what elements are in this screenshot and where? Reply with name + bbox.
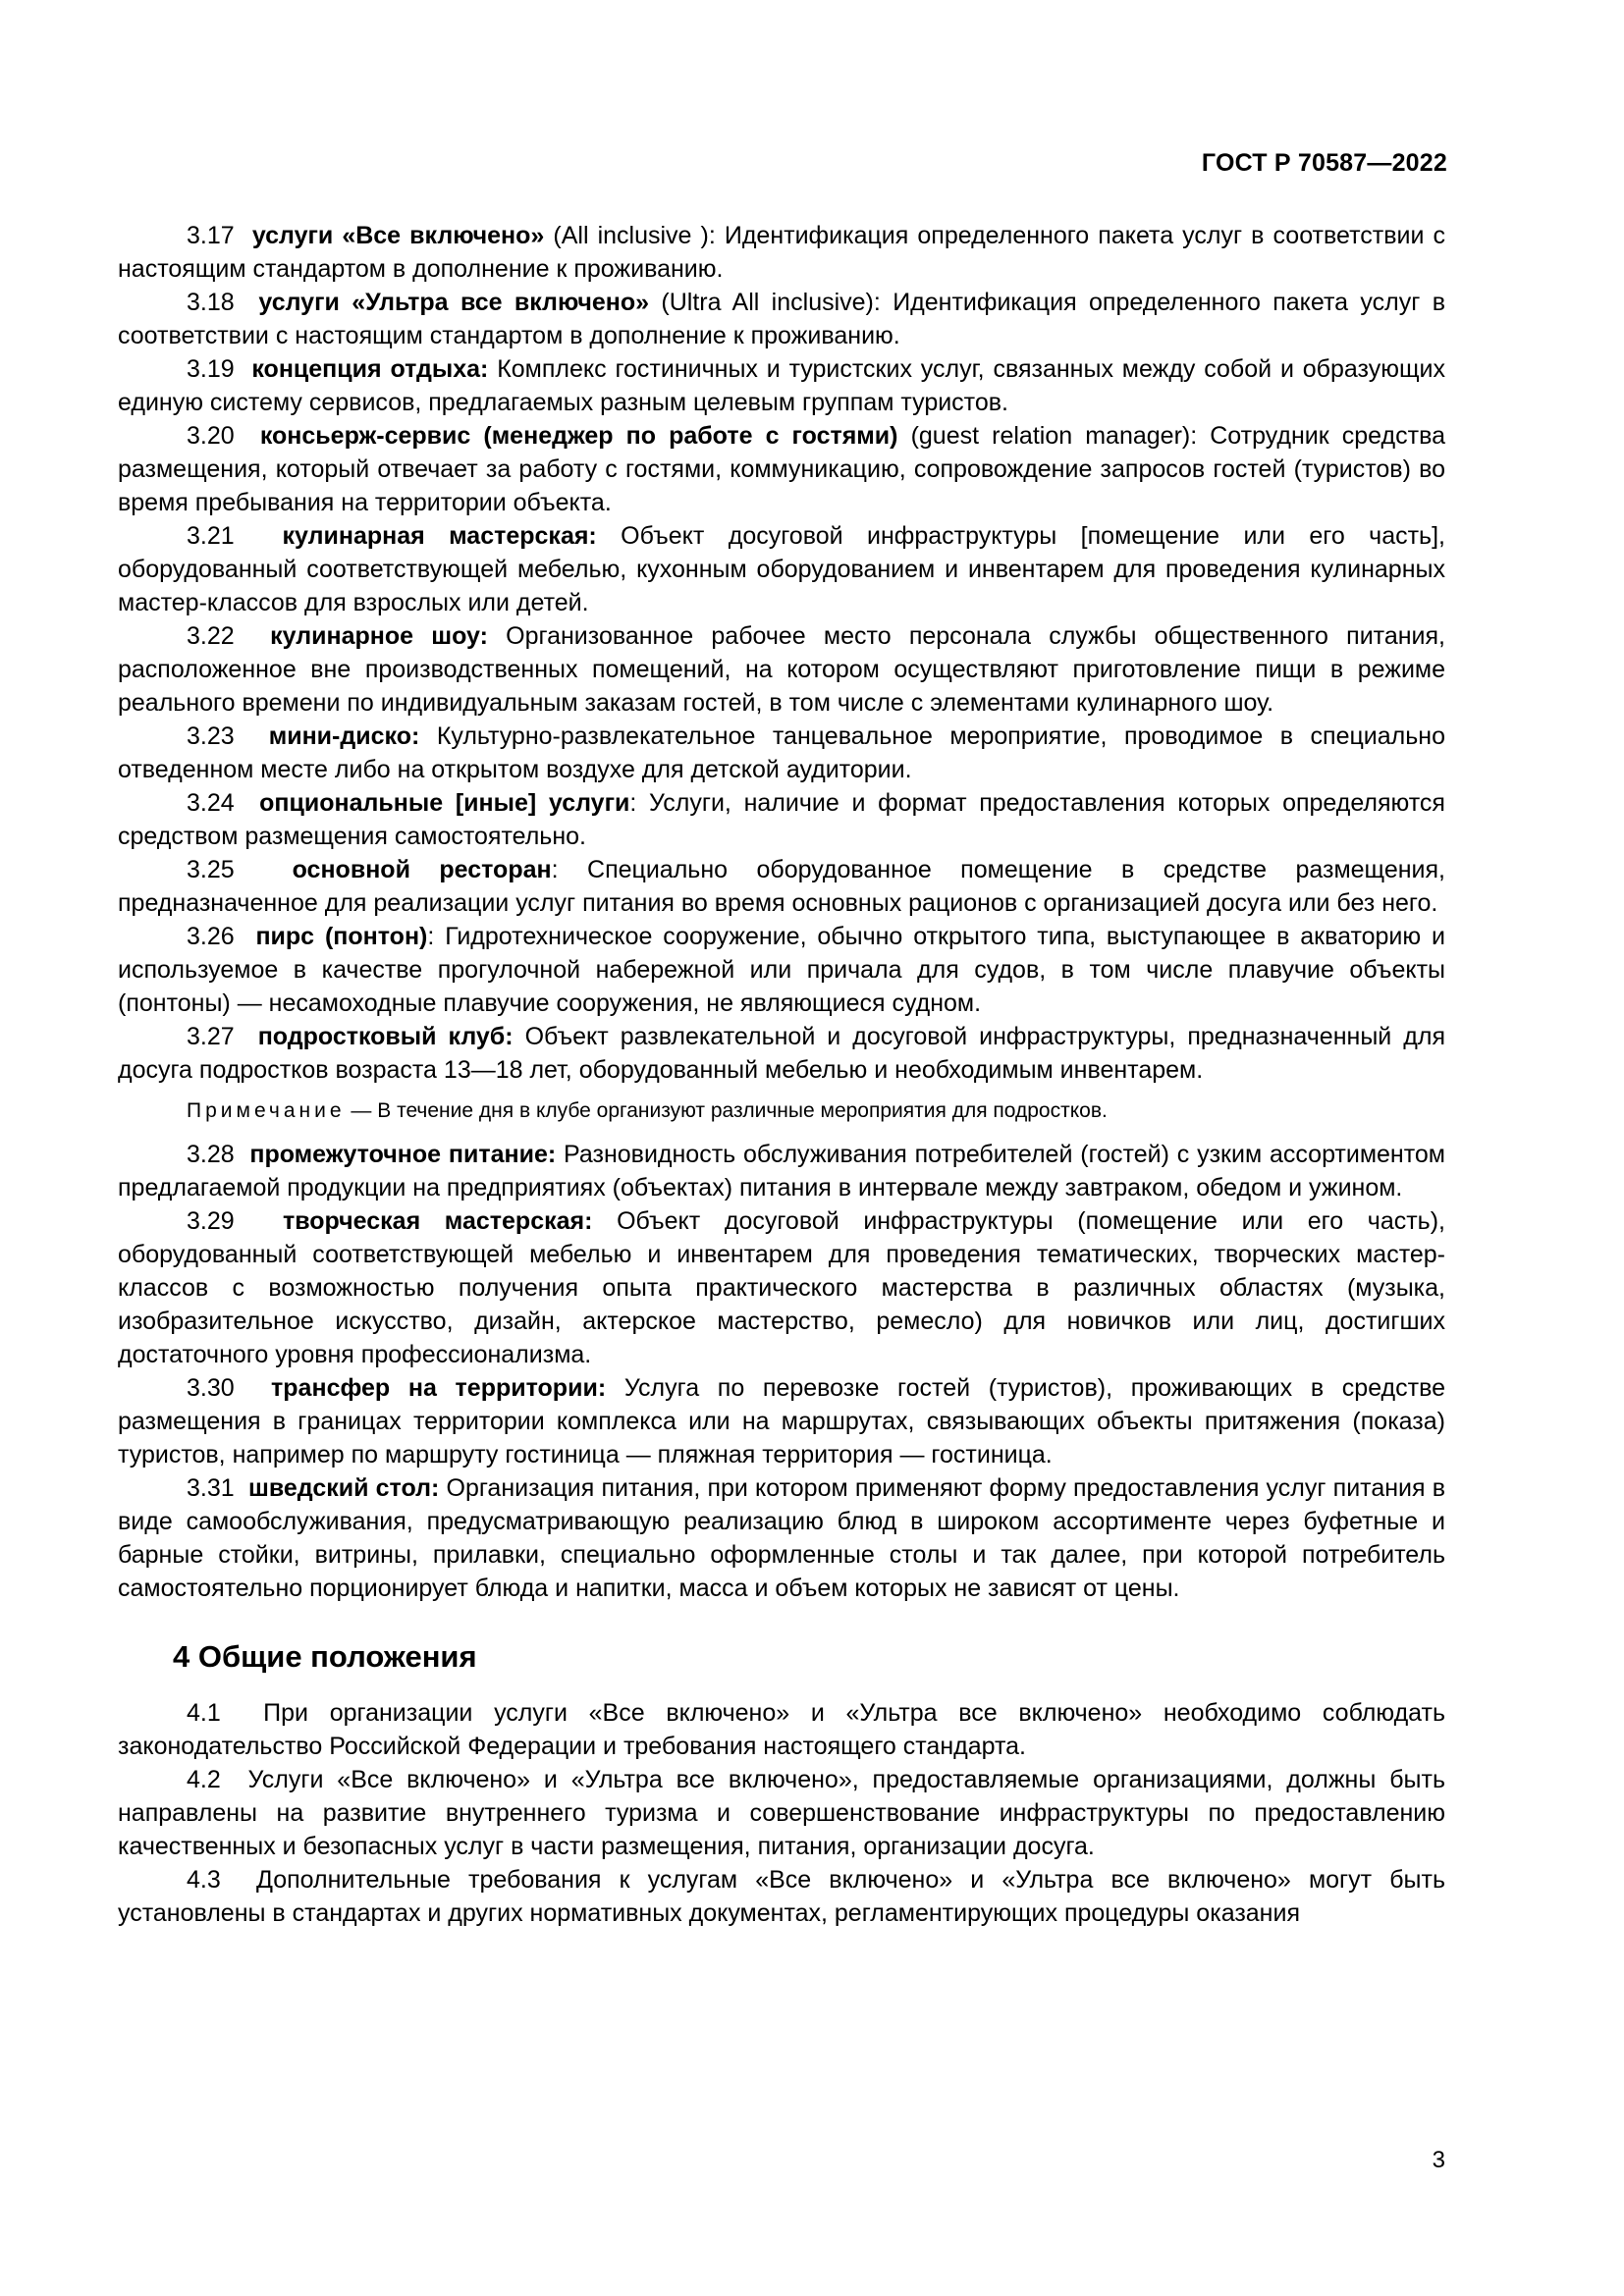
definition-text: Комплекс гостиничных и туристских услуг, связанных между собой и образующих единую систему сервисов, предлагаемых разным целевым группам туристов. xyxy=(118,355,1445,416)
definition-term: творческая мастерская: xyxy=(282,1207,593,1235)
definition-3-19 xyxy=(118,352,1445,419)
paragraph-number: 4.2 xyxy=(187,1766,221,1793)
definition-3-21 xyxy=(118,519,1445,619)
definition-text: Объект досуговой инфраструктуры (помещение или его часть), оборудованный соответствующей мебелью и инвентарем для проведения тематических, творческих мастер-классов с возможностью получения опыта практического мастерства в различных областях (музыка, изобразительное искусство, дизайн, актерское мастерство, ремесло) для новичков или лиц, достигших достаточного уровня профессионализма. xyxy=(118,1207,1445,1368)
definition-3-20 xyxy=(118,419,1445,519)
definition-text: Объект досуговой инфраструктуры [помещение или его часть], оборудованный соответствующей мебелью, кухонным оборудованием и инвентарем для проведения кулинарных мастер-классов для взрослых или детей. xyxy=(118,522,1445,616)
definition-number: 3.21 xyxy=(187,522,235,550)
definition-text: : Специально оборудованное помещение в средстве размещения, предназначенное для реализации услуг питания во время основных рационов с организацией досуга или без него. xyxy=(118,856,1445,917)
definition-text: Организация питания, при котором применяют форму предоставления услуг питания в виде самообслуживания, предусматривающую реализацию блюд в широком ассортименте через буфетные и барные стойки, витрины, прилавки, специально оформленные столы и так далее, при которой потребитель самостоятельно порционирует блюда и напитки, масса и объем которых не зависят от цены. xyxy=(118,1474,1445,1602)
document-page xyxy=(118,0,1445,2296)
page-number: 3 xyxy=(1432,2147,1445,2173)
definition-number: 3.19 xyxy=(187,355,235,383)
definition-term: кулинарное шоу: xyxy=(270,622,488,650)
definition-term: концепция отдыха: xyxy=(251,355,489,383)
definition-term: кулинарная мастерская: xyxy=(282,522,597,550)
definition-3-27 xyxy=(118,1020,1445,1087)
definition-term: услуги «Ультра все включено» xyxy=(258,289,650,316)
paragraph-text: Услуги «Все включено» и «Ультра все включено», предоставляемые организациями, должны быть направлены на развитие внутреннего туризма и совершенствование инфраструктуры по предоставлению качественных и безопасных услуг в части размещения, питания, организации досуга. xyxy=(118,1766,1445,1860)
section-heading: 4 Общие положения xyxy=(173,1639,477,1674)
definition-number: 3.24 xyxy=(187,789,235,817)
paragraph-text: При организации услуги «Все включено» и «Ультра все включено» необходимо соблюдать законодательство Российской Федерации и требования настоящего стандарта. xyxy=(118,1699,1445,1760)
note-label: Примечание xyxy=(187,1099,346,1122)
definition-text: Культурно-развлекательное танцевальное мероприятие, проводимое в специально отведенном месте либо на открытом воздухе для детской аудитории. xyxy=(118,722,1445,783)
definition-3-23 xyxy=(118,720,1445,786)
definition-number: 3.31 xyxy=(187,1474,235,1502)
paragraph-4-3 xyxy=(118,1863,1445,1930)
definition-number: 3.30 xyxy=(187,1374,235,1402)
paragraph-4-1 xyxy=(118,1696,1445,1763)
definition-number: 3.20 xyxy=(187,422,235,450)
paragraph-text: Дополнительные требования к услугам «Все включено» и «Ультра все включено» могут быть установлены в стандартах и других нормативных документах, регламентирующих процедуры оказания xyxy=(118,1866,1445,1927)
definition-3-25 xyxy=(118,853,1445,920)
definition-number: 3.17 xyxy=(187,222,235,249)
paragraph-number: 4.3 xyxy=(187,1866,221,1894)
standard-code-header: ГОСТ Р 70587—2022 xyxy=(1201,149,1447,177)
definition-3-30 xyxy=(118,1371,1445,1471)
definition-3-22 xyxy=(118,619,1445,720)
definition-3-17 xyxy=(118,219,1445,286)
definition-3-28 xyxy=(118,1138,1445,1204)
document-body xyxy=(118,219,1445,1930)
definition-number: 3.27 xyxy=(187,1023,235,1050)
definition-term: промежуточное питание: xyxy=(249,1141,557,1168)
definition-term: пирс (понтон) xyxy=(255,923,428,950)
definition-text: (Ultra All inclusive): Идентификация определенного пакета услуг в соответствии с настоящим стандартом в дополнение к проживанию. xyxy=(118,289,1445,349)
definition-term: опциональные [иные] услуги xyxy=(259,789,630,817)
definition-number: 3.18 xyxy=(187,289,235,316)
definition-term: основной ресторан xyxy=(292,856,552,883)
definition-text: Услуга по перевозке гостей (туристов), проживающих в средстве размещения в границах территории комплекса или на маршрутах, связывающих объекты притяжения (показа) туристов, например по маршруту гостиница — пляжная территория — гостиница. xyxy=(118,1374,1445,1468)
definition-3-26 xyxy=(118,920,1445,1020)
definition-3-31 xyxy=(118,1471,1445,1605)
definition-number: 3.26 xyxy=(187,923,235,950)
definition-number: 3.25 xyxy=(187,856,235,883)
definition-term: услуги «Все включено» xyxy=(251,222,545,249)
definition-term: шведский стол: xyxy=(248,1474,440,1502)
definition-3-29 xyxy=(118,1204,1445,1371)
definition-term: мини-диско: xyxy=(268,722,420,750)
definition-text: (All inclusive ): Идентификация определенного пакета услуг в соответствии с настоящим стандартом в дополнение к проживанию. xyxy=(118,222,1445,283)
definition-text: Объект развлекательной и досуговой инфраструктуры, предназначенный для досуга подростков возраста 13—18 лет, оборудованный мебелью и необходимым инвентарем. xyxy=(118,1023,1445,1084)
definition-number: 3.29 xyxy=(187,1207,235,1235)
definition-number: 3.28 xyxy=(187,1141,235,1168)
definition-number: 3.22 xyxy=(187,622,235,650)
definition-term: трансфер на территории: xyxy=(271,1374,607,1402)
paragraph-4-2 xyxy=(118,1763,1445,1863)
definition-text: Организованное рабочее место персонала службы общественного питания, расположенное вне производственных помещений, на котором осуществляют приготовление пищи в режиме реального времени по индивидуальным заказам гостей, в том числе с элементами кулинарного шоу. xyxy=(118,622,1445,717)
definition-text: Разновидность обслуживания потребителей (гостей) с узким ассортиментом предлагаемой продукции на предприятиях (объектах) питания в интервале между завтраком, обедом и ужином. xyxy=(118,1141,1445,1201)
definition-number: 3.23 xyxy=(187,722,235,750)
note xyxy=(118,1096,1445,1126)
definition-text: : Гидротехническое сооружение, обычно открытого типа, выступающее в акваторию и используемое в качестве прогулочной набережной или причала для судов, в том числе плавучие объекты (понтоны) — несамоходные плавучие сооружения, не являющиеся судном. xyxy=(118,923,1445,1017)
definition-text: (guest relation manager): Сотрудник средства размещения, который отвечает за работу с гостями, коммуникацию, сопровождение запросов гостей (туристов) во время пребывания на территории объекта. xyxy=(118,422,1445,516)
note-text: — В течение дня в клубе организуют различные мероприятия для подростков. xyxy=(345,1099,1108,1122)
definition-text: : Услуги, наличие и формат предоставления которых определяются средством размещения самостоятельно. xyxy=(118,789,1445,850)
definition-3-18 xyxy=(118,286,1445,352)
definition-term: подростковый клуб: xyxy=(257,1023,514,1050)
definition-3-24 xyxy=(118,786,1445,853)
definition-term: консьерж-сервис (менеджер по работе с гостями) xyxy=(259,422,898,450)
paragraph-number: 4.1 xyxy=(187,1699,221,1727)
